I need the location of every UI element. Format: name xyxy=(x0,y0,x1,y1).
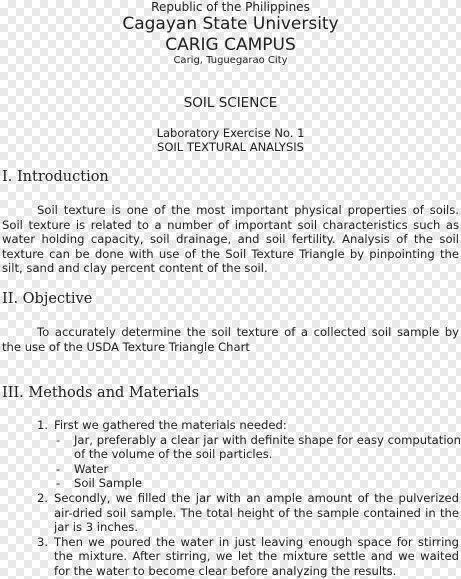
dash-bullet-icon: - xyxy=(56,461,61,476)
list-item-text: Then we poured the water in just leaving enough space for stirring the mixture. After stirring, we let the mixture settle and we waited for the water to become clear before analyzing the results. xyxy=(54,534,459,578)
header-campus: CARIG CAMPUS xyxy=(165,35,296,55)
objective-paragraph: To accurately determine the soil texture of a collected soil sample by the use of the USDA Texture Triangle Chart xyxy=(2,325,459,354)
sub-list-item-text: Water xyxy=(74,461,109,476)
dash-bullet-icon: - xyxy=(56,476,61,491)
header-university: Cagayan State University xyxy=(122,14,339,34)
introduction-heading: I. Introduction xyxy=(2,169,109,185)
list-item xyxy=(0,418,461,433)
subject-title: SOIL SCIENCE xyxy=(183,95,278,111)
list-item xyxy=(0,491,461,535)
header-republic: Republic of the Philippines xyxy=(151,0,310,14)
list-item xyxy=(0,535,461,579)
objective-heading: II. Objective xyxy=(2,291,93,307)
list-item-text: First we gathered the materials needed: xyxy=(54,418,287,432)
sub-list-item-text: Soil Sample xyxy=(74,476,143,491)
sub-list-item-text: Jar, preferably a clear jar with definite shape for easy computation of the volume of the soil particles. xyxy=(74,432,461,462)
methods-heading: III. Methods and Materials xyxy=(2,385,200,401)
sub-list-item xyxy=(0,462,461,477)
exercise-title: SOIL TEXTURAL ANALYSIS xyxy=(157,140,304,154)
header-location: Carig, Tuguegarao City xyxy=(173,55,288,66)
list-item-text: Secondly, we filled the jar with an ample amount of the pulverized air-dried soil sample. The total height of the sample contained in the jar is 3 inches. xyxy=(54,490,459,535)
sub-list-item xyxy=(0,433,461,462)
introduction-paragraph: Soil texture is one of the most important physical properties of soils. Soil texture is related to a number of important soil characteristics such as water holding capacity, soil drainage, and soil fertility. Analysis of the soil texture can be done with use of the Soil Texture Triangle by pinpointing the silt, sand and clay percent content of the soil. xyxy=(2,203,459,276)
list-item-number: 1. xyxy=(37,418,49,432)
dash-bullet-icon: - xyxy=(56,432,61,447)
list-item-number: 3. xyxy=(37,534,49,549)
methods-list xyxy=(0,418,461,579)
sub-list-item xyxy=(0,476,461,491)
list-item-number: 2. xyxy=(37,490,49,505)
exercise-number: Laboratory Exercise No. 1 xyxy=(156,126,305,140)
